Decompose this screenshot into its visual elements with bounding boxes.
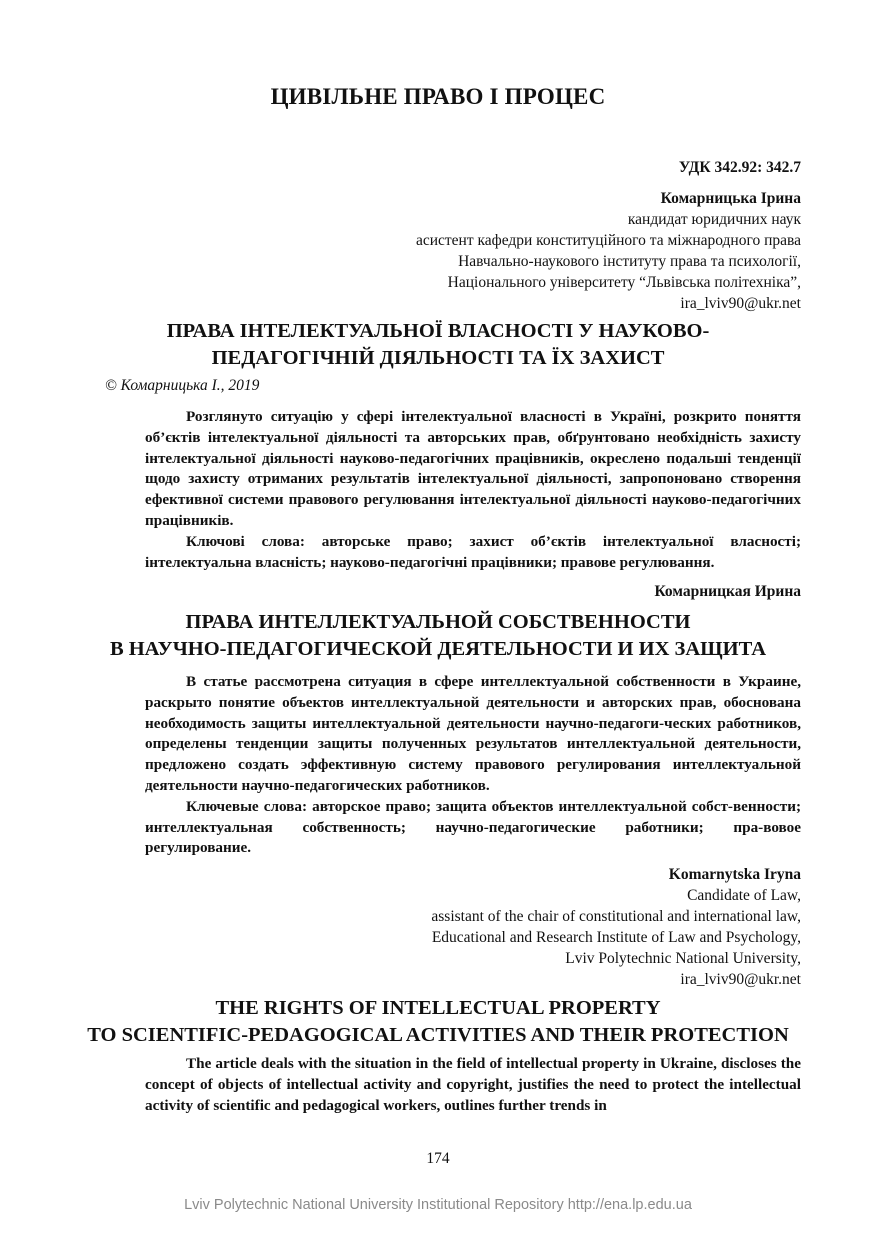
- en-title-line: TO SCIENTIFIC-PEDAGOGICAL ACTIVITIES AND THEIR PROTECTION: [87, 1024, 789, 1046]
- ua-affiliation-line: Навчально-наукового інституту права та психології,: [458, 253, 801, 270]
- ua-author-email: ira_lviv90@ukr.net: [680, 295, 801, 312]
- section-title: ЦИВІЛЬНЕ ПРАВО І ПРОЦЕС: [270, 84, 606, 109]
- ua-keywords: [145, 532, 801, 574]
- ua-affiliation-line: Національного університету “Львівська політехніка”,: [447, 274, 801, 291]
- ua-keywords-label: Ключові слова:: [186, 532, 305, 550]
- ru-article-title: [60, 609, 816, 663]
- ru-abstract-text: В статье рассмотрена ситуация в сфере интеллектуальной собственности в Украине, раскрыто понятие объектов интеллектуальной деятельности и авторских прав, обоснована необходимость защиты интеллектуальной деятельности научно-педагоги-ческих работников, определены тенденции защиты полученных результатов интеллектуальной деятельности, предложено создать эффективную систему правового регулирования интеллектуальной деятельности научно-педагогических работников.: [145, 673, 801, 794]
- en-author-block: [431, 864, 801, 990]
- page-number: 174: [426, 1150, 450, 1167]
- ua-abstract: [145, 407, 801, 573]
- ru-author-name: Комарницкая Ирина: [654, 583, 801, 600]
- ua-title-line: ПРАВА ІНТЕЛЕКТУАЛЬНОЇ ВЛАСНОСТІ У НАУКОВО-: [166, 320, 710, 342]
- en-affiliation-line: Educational and Research Institute of Law and Psychology,: [431, 929, 801, 946]
- en-title-line: THE RIGHTS OF INTELLECTUAL PROPERTY: [215, 997, 661, 1019]
- en-author-email: ira_lviv90@ukr.net: [680, 971, 801, 988]
- en-abstract: [145, 1054, 801, 1116]
- en-affiliation-line: assistant of the chair of constitutional and international law,: [431, 908, 801, 925]
- ru-abstract: [145, 672, 801, 859]
- ua-keywords-text: авторське право; захист об’єктів інтелектуальної власності; інтелектуальна власність; науково-педагогічні працівники; правове регулювання.: [145, 532, 802, 571]
- ua-affiliation-line: кандидат юридичних наук: [627, 211, 801, 228]
- en-affiliation-line: Lviv Polytechnic National University,: [565, 950, 801, 967]
- ru-keywords-text: авторское право; защита объектов интеллектуальной собст-венности; интеллектуальная собственность; научно-педагогические работники; пра-вовое регулирование.: [145, 797, 802, 857]
- copyright-notice: © Комарницька І., 2019: [105, 377, 260, 394]
- ua-affiliation-line: асистент кафедри конституційного та міжнародного права: [415, 232, 801, 249]
- ru-title-line: В НАУЧНО-ПЕДАГОГИЧЕСКОЙ ДЕЯТЕЛЬНОСТИ И ИХ ЗАЩИТА: [109, 638, 767, 660]
- ru-keywords-label: Ключевые слова:: [186, 797, 308, 815]
- udc-code: УДК 342.92: 342.7: [678, 159, 801, 176]
- ua-title-line: ПЕДАГОГІЧНІЙ ДІЯЛЬНОСТІ ТА ЇХ ЗАХИСТ: [211, 347, 665, 369]
- ua-author-block: [416, 188, 801, 314]
- ua-author-name: Комарницька Ірина: [660, 190, 801, 207]
- en-article-title: [60, 995, 816, 1049]
- en-affiliation-line: Candidate of Law,: [687, 887, 801, 904]
- repository-footer: Lviv Polytechnic National University Institutional Repository http://ena.lp.edu.ua: [184, 1197, 692, 1213]
- ua-article-title: [60, 318, 816, 372]
- ua-abstract-text: Розглянуто ситуацію у сфері інтелектуальної власності в Україні, розкрито поняття об’єктів інтелектуальної діяльності та авторських прав, обґрунтовано необхідність захисту інтелектуальної діяльності науково-педагогічних працівників, окреслено подальші тенденції щодо захисту отриманих результатів інтелектуальної діяльності, запропоновано створення ефективної системи правового регулювання інтелектуальної діяльності науково-педагогічних працівників.: [145, 408, 801, 529]
- en-author-name: Komarnytska Iryna: [668, 866, 801, 883]
- en-abstract-text: The article deals with the situation in the field of intellectual property in Ukraine, discloses the concept of objects of intellectual activity and copyright, justifies the need to protect the intellectual activity of scientific and pedagogical workers, outlines further trends in: [145, 1055, 801, 1114]
- ru-keywords: [145, 797, 801, 859]
- ru-title-line: ПРАВА ИНТЕЛЛЕКТУАЛЬНОЙ СОБСТВЕННОСТИ: [185, 611, 691, 633]
